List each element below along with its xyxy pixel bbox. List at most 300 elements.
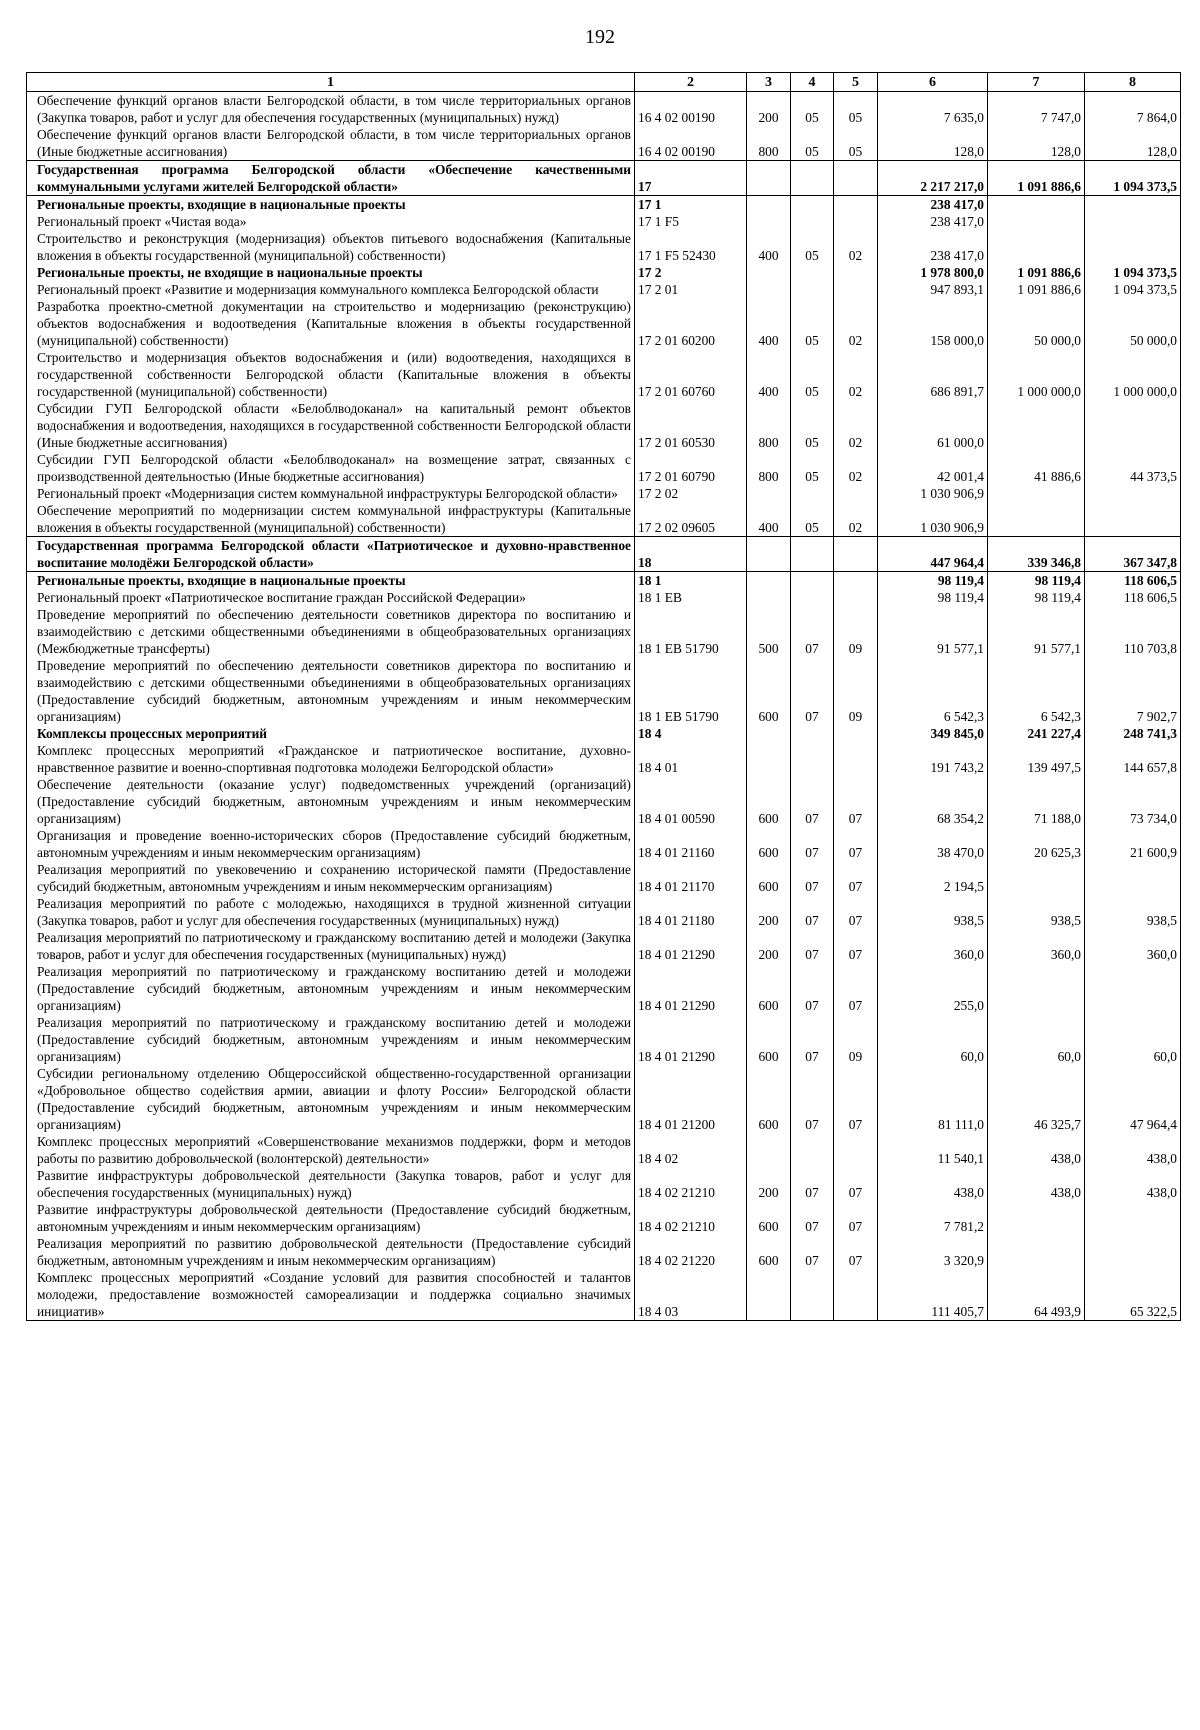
- row-amount-year3-cell: 1 094 373,5: [1085, 281, 1181, 298]
- row-code-cell: 18 4 01 21200: [635, 1065, 747, 1133]
- row-code-cell: 16 4 02 00190: [635, 92, 747, 127]
- row-code-cell: 17 1: [635, 196, 747, 214]
- row-subsection-cell: 09: [834, 606, 878, 657]
- row-name-cell: Развитие инфраструктуры добровольческой деятельности (Предоставление субсидий бюджетным, автономным учреждениям и иным некоммерческим организациям): [27, 1201, 635, 1235]
- row-code-cell: 18 4 02: [635, 1133, 747, 1167]
- row-amount-year1-cell: 158 000,0: [878, 298, 988, 349]
- row-amount-year2-cell: 139 497,5: [988, 742, 1085, 776]
- row-amount-year3-cell: [1085, 400, 1181, 451]
- row-amount-year3-cell: 7 902,7: [1085, 657, 1181, 725]
- row-subsection-cell: 09: [834, 1014, 878, 1065]
- row-name-cell: Региональный проект «Модернизация систем коммунальной инфраструктуры Белгородской области»: [27, 485, 635, 502]
- row-section-cell: 07: [791, 1201, 834, 1235]
- table-row: [27, 349, 1181, 400]
- row-amount-year1-cell: 360,0: [878, 929, 988, 963]
- row-section-cell: [791, 196, 834, 214]
- row-section-cell: 05: [791, 298, 834, 349]
- row-code-cell: 17 1 F5: [635, 213, 747, 230]
- row-amount-year3-cell: 60,0: [1085, 1014, 1181, 1065]
- row-section-cell: 07: [791, 657, 834, 725]
- row-amount-year2-cell: 98 119,4: [988, 589, 1085, 606]
- row-code-cell: 17 2 01 60790: [635, 451, 747, 485]
- row-amount-year3-cell: 118 606,5: [1085, 589, 1181, 606]
- row-amount-year2-cell: 91 577,1: [988, 606, 1085, 657]
- row-section-cell: 07: [791, 827, 834, 861]
- row-subsection-cell: [834, 742, 878, 776]
- table-row: [27, 1235, 1181, 1269]
- row-subsection-cell: 02: [834, 502, 878, 537]
- row-amount-year1-cell: 938,5: [878, 895, 988, 929]
- row-amount-year3-cell: 1 000 000,0: [1085, 349, 1181, 400]
- row-code-cell: 17: [635, 161, 747, 196]
- row-amount-year2-cell: 60,0: [988, 1014, 1085, 1065]
- column-header: 4: [791, 73, 834, 92]
- row-name-cell: Организация и проведение военно-исторических сборов (Предоставление субсидий бюджетным, автономным учреждениям и иным некоммерческим организациям): [27, 827, 635, 861]
- row-code-cell: 18 1 EB 51790: [635, 606, 747, 657]
- row-name-cell: Реализация мероприятий по работе с молодежью, находящихся в трудной жизненной ситуации (Закупка товаров, работ и услуг для обеспечения государственных (муниципальных) нужд): [27, 895, 635, 929]
- row-amount-year2-cell: [988, 196, 1085, 214]
- row-expense-type-cell: 200: [747, 1167, 791, 1201]
- row-amount-year3-cell: 128,0: [1085, 126, 1181, 161]
- column-header: 1: [27, 73, 635, 92]
- row-section-cell: [791, 485, 834, 502]
- row-amount-year1-cell: 81 111,0: [878, 1065, 988, 1133]
- row-code-cell: 18 4 01 21290: [635, 929, 747, 963]
- row-amount-year2-cell: 938,5: [988, 895, 1085, 929]
- row-amount-year3-cell: 1 094 373,5: [1085, 161, 1181, 196]
- table-row: [27, 213, 1181, 230]
- row-section-cell: 05: [791, 92, 834, 127]
- row-amount-year2-cell: 360,0: [988, 929, 1085, 963]
- row-expense-type-cell: 600: [747, 1065, 791, 1133]
- row-amount-year2-cell: [988, 502, 1085, 537]
- table-row: [27, 1065, 1181, 1133]
- table-row: [27, 1269, 1181, 1321]
- row-section-cell: [791, 1133, 834, 1167]
- row-section-cell: 07: [791, 1014, 834, 1065]
- row-amount-year3-cell: [1085, 861, 1181, 895]
- row-amount-year1-cell: 438,0: [878, 1167, 988, 1201]
- row-expense-type-cell: 200: [747, 895, 791, 929]
- row-subsection-cell: [834, 281, 878, 298]
- row-section-cell: 07: [791, 1167, 834, 1201]
- row-amount-year3-cell: 50 000,0: [1085, 298, 1181, 349]
- row-amount-year1-cell: 947 893,1: [878, 281, 988, 298]
- table-row: [27, 264, 1181, 281]
- row-amount-year1-cell: 1 030 906,9: [878, 502, 988, 537]
- row-subsection-cell: 07: [834, 1065, 878, 1133]
- row-amount-year3-cell: [1085, 1201, 1181, 1235]
- table-row: [27, 196, 1181, 214]
- row-amount-year1-cell: 255,0: [878, 963, 988, 1014]
- row-amount-year2-cell: [988, 963, 1085, 1014]
- row-amount-year2-cell: 20 625,3: [988, 827, 1085, 861]
- row-expense-type-cell: [747, 213, 791, 230]
- row-section-cell: [791, 572, 834, 590]
- row-amount-year3-cell: 438,0: [1085, 1133, 1181, 1167]
- row-amount-year1-cell: 7 781,2: [878, 1201, 988, 1235]
- table-row: [27, 502, 1181, 537]
- row-code-cell: 18 1 EB 51790: [635, 657, 747, 725]
- row-name-cell: Региональные проекты, входящие в национальные проекты: [27, 572, 635, 590]
- row-code-cell: 17 2 02: [635, 485, 747, 502]
- row-amount-year3-cell: 938,5: [1085, 895, 1181, 929]
- row-amount-year1-cell: 686 891,7: [878, 349, 988, 400]
- row-section-cell: [791, 213, 834, 230]
- row-amount-year2-cell: 41 886,6: [988, 451, 1085, 485]
- row-expense-type-cell: [747, 1269, 791, 1321]
- row-amount-year2-cell: [988, 400, 1085, 451]
- row-name-cell: Разработка проектно-сметной документации на строительство и модернизацию (реконструкцию) объектов водоснабжения и водоотведения (Капитальные вложения в объекты государственной (муниципальной) собственности): [27, 298, 635, 349]
- row-subsection-cell: 07: [834, 776, 878, 827]
- row-subsection-cell: [834, 725, 878, 742]
- row-expense-type-cell: 600: [747, 1201, 791, 1235]
- row-amount-year3-cell: 438,0: [1085, 1167, 1181, 1201]
- row-code-cell: 18 4 03: [635, 1269, 747, 1321]
- row-expense-type-cell: 400: [747, 298, 791, 349]
- row-amount-year3-cell: 7 864,0: [1085, 92, 1181, 127]
- row-amount-year1-cell: 191 743,2: [878, 742, 988, 776]
- row-code-cell: 17 1 F5 52430: [635, 230, 747, 264]
- row-subsection-cell: 07: [834, 1235, 878, 1269]
- row-expense-type-cell: [747, 196, 791, 214]
- row-code-cell: 18 4 02 21220: [635, 1235, 747, 1269]
- row-amount-year3-cell: [1085, 485, 1181, 502]
- row-code-cell: 18 4 01 21290: [635, 1014, 747, 1065]
- row-amount-year3-cell: 21 600,9: [1085, 827, 1181, 861]
- row-name-cell: Комплекс процессных мероприятий «Создание условий для развития способностей и талантов молодежи, предоставление возможностей самореализации и поддержка социально значимых инициатив»: [27, 1269, 635, 1321]
- row-name-cell: Комплекс процессных мероприятий «Гражданское и патриотическое воспитание, духовно-нравственное развитие и военно-спортивная подготовка молодежи Белгородской области»: [27, 742, 635, 776]
- row-name-cell: Реализация мероприятий по патриотическому и гражданскому воспитанию детей и молодежи (Закупка товаров, работ и услуг для обеспечения государственных (муниципальных) нужд): [27, 929, 635, 963]
- table-row: [27, 827, 1181, 861]
- row-subsection-cell: [834, 264, 878, 281]
- row-amount-year3-cell: [1085, 230, 1181, 264]
- row-name-cell: Субсидии ГУП Белгородской области «Белоблводоканал» на возмещение затрат, связанных с производственной деятельностью (Иные бюджетные ассигнования): [27, 451, 635, 485]
- row-section-cell: 07: [791, 1065, 834, 1133]
- row-section-cell: [791, 1269, 834, 1321]
- table-header-row: [27, 73, 1181, 92]
- row-expense-type-cell: 600: [747, 776, 791, 827]
- row-code-cell: 18 4 01 21290: [635, 963, 747, 1014]
- table-row: [27, 1167, 1181, 1201]
- row-code-cell: 18 4: [635, 725, 747, 742]
- row-section-cell: 07: [791, 861, 834, 895]
- table-row: [27, 963, 1181, 1014]
- row-section-cell: [791, 264, 834, 281]
- row-amount-year1-cell: 91 577,1: [878, 606, 988, 657]
- row-amount-year3-cell: [1085, 196, 1181, 214]
- row-section-cell: 07: [791, 776, 834, 827]
- row-amount-year2-cell: 98 119,4: [988, 572, 1085, 590]
- table-row: [27, 92, 1181, 127]
- row-code-cell: 16 4 02 00190: [635, 126, 747, 161]
- row-amount-year1-cell: 238 417,0: [878, 196, 988, 214]
- row-subsection-cell: [834, 1133, 878, 1167]
- row-subsection-cell: 07: [834, 929, 878, 963]
- row-code-cell: 18 4 02 21210: [635, 1167, 747, 1201]
- row-subsection-cell: 07: [834, 827, 878, 861]
- row-amount-year1-cell: 7 635,0: [878, 92, 988, 127]
- row-expense-type-cell: 800: [747, 451, 791, 485]
- row-amount-year2-cell: 6 542,3: [988, 657, 1085, 725]
- row-code-cell: 17 2 02 09605: [635, 502, 747, 537]
- table-row: [27, 230, 1181, 264]
- table-row: [27, 572, 1181, 590]
- row-amount-year3-cell: 118 606,5: [1085, 572, 1181, 590]
- row-amount-year1-cell: 238 417,0: [878, 213, 988, 230]
- row-subsection-cell: [834, 589, 878, 606]
- row-name-cell: Обеспечение функций органов власти Белгородской области, в том числе территориальных органов (Закупка товаров, работ и услуг для обеспечения государственных (муниципальных) нужд): [27, 92, 635, 127]
- row-code-cell: 17 2 01 60200: [635, 298, 747, 349]
- row-subsection-cell: 05: [834, 126, 878, 161]
- row-subsection-cell: 02: [834, 230, 878, 264]
- row-name-cell: Субсидии региональному отделению Общероссийской общественно-государственной организации «Добровольное общество содействия армии, авиации и флоту России» Белгородской области (Предоставление субсидий бюджетным, автономным учреждениям и иным некоммерческим организациям): [27, 1065, 635, 1133]
- row-amount-year1-cell: 128,0: [878, 126, 988, 161]
- row-name-cell: Обеспечение мероприятий по модернизации систем коммунальной инфраструктуры (Капитальные вложения в объекты государственной (муниципальной) собственности): [27, 502, 635, 537]
- row-expense-type-cell: 600: [747, 1235, 791, 1269]
- row-amount-year1-cell: 42 001,4: [878, 451, 988, 485]
- row-amount-year2-cell: 128,0: [988, 126, 1085, 161]
- table-row: [27, 929, 1181, 963]
- row-expense-type-cell: [747, 281, 791, 298]
- row-amount-year2-cell: 46 325,7: [988, 1065, 1085, 1133]
- table-row: [27, 161, 1181, 196]
- row-name-cell: Субсидии ГУП Белгородской области «Белоблводоканал» на капитальный ремонт объектов водоснабжения и водоотведения, находящихся в государственной собственности Белгородской области (Иные бюджетные ассигнования): [27, 400, 635, 451]
- row-amount-year2-cell: 339 346,8: [988, 537, 1085, 572]
- row-subsection-cell: 02: [834, 400, 878, 451]
- row-subsection-cell: [834, 213, 878, 230]
- row-amount-year3-cell: 360,0: [1085, 929, 1181, 963]
- row-amount-year1-cell: 61 000,0: [878, 400, 988, 451]
- table-row: [27, 657, 1181, 725]
- row-subsection-cell: [834, 572, 878, 590]
- column-header: 6: [878, 73, 988, 92]
- row-subsection-cell: 05: [834, 92, 878, 127]
- column-header: 7: [988, 73, 1085, 92]
- row-section-cell: 07: [791, 963, 834, 1014]
- row-code-cell: 17 2: [635, 264, 747, 281]
- row-amount-year2-cell: [988, 230, 1085, 264]
- row-amount-year3-cell: 248 741,3: [1085, 725, 1181, 742]
- row-code-cell: 17 2 01: [635, 281, 747, 298]
- budget-table: [26, 72, 1181, 1321]
- row-amount-year3-cell: [1085, 213, 1181, 230]
- table-row: [27, 1014, 1181, 1065]
- row-name-cell: Реализация мероприятий по патриотическому и гражданскому воспитанию детей и молодежи (Предоставление субсидий бюджетным, автономным учреждениям и иным некоммерческим организациям): [27, 1014, 635, 1065]
- row-section-cell: 05: [791, 349, 834, 400]
- row-name-cell: Региональный проект «Чистая вода»: [27, 213, 635, 230]
- row-name-cell: Региональные проекты, входящие в национальные проекты: [27, 196, 635, 214]
- row-expense-type-cell: 200: [747, 929, 791, 963]
- row-name-cell: Реализация мероприятий по патриотическому и гражданскому воспитанию детей и молодежи (Предоставление субсидий бюджетным, автономным учреждениям и иным некоммерческим организациям): [27, 963, 635, 1014]
- row-section-cell: 05: [791, 400, 834, 451]
- row-expense-type-cell: [747, 589, 791, 606]
- row-amount-year2-cell: 71 188,0: [988, 776, 1085, 827]
- table-row: [27, 776, 1181, 827]
- row-subsection-cell: [834, 196, 878, 214]
- row-subsection-cell: 07: [834, 1167, 878, 1201]
- row-amount-year2-cell: 1 091 886,6: [988, 161, 1085, 196]
- row-expense-type-cell: [747, 537, 791, 572]
- row-expense-type-cell: [747, 264, 791, 281]
- row-expense-type-cell: 800: [747, 400, 791, 451]
- row-name-cell: Региональные проекты, не входящие в национальные проекты: [27, 264, 635, 281]
- row-amount-year3-cell: [1085, 963, 1181, 1014]
- row-code-cell: 18 4 01 21180: [635, 895, 747, 929]
- row-amount-year3-cell: [1085, 1235, 1181, 1269]
- row-subsection-cell: 02: [834, 349, 878, 400]
- row-amount-year2-cell: 1 091 886,6: [988, 264, 1085, 281]
- row-name-cell: Проведение мероприятий по обеспечению деятельности советников директора по воспитанию и взаимодействию с детскими общественными объединениями в общеобразовательных организациях (Межбюджетные трансферты): [27, 606, 635, 657]
- row-name-cell: Строительство и модернизация объектов водоснабжения и (или) водоотведения, находящихся в государственной собственности Белгородской области (Капитальные вложения в объекты государственной (муниципальной) собственности): [27, 349, 635, 400]
- row-section-cell: [791, 161, 834, 196]
- row-expense-type-cell: 600: [747, 657, 791, 725]
- row-amount-year2-cell: 438,0: [988, 1167, 1085, 1201]
- row-code-cell: 18: [635, 537, 747, 572]
- row-amount-year2-cell: 50 000,0: [988, 298, 1085, 349]
- row-expense-type-cell: 600: [747, 827, 791, 861]
- row-code-cell: 18 4 01 21160: [635, 827, 747, 861]
- table-row: [27, 725, 1181, 742]
- row-amount-year3-cell: 1 094 373,5: [1085, 264, 1181, 281]
- row-subsection-cell: 07: [834, 963, 878, 1014]
- row-expense-type-cell: 600: [747, 1014, 791, 1065]
- row-amount-year2-cell: 7 747,0: [988, 92, 1085, 127]
- row-amount-year3-cell: 110 703,8: [1085, 606, 1181, 657]
- table-row: [27, 400, 1181, 451]
- table-row: [27, 742, 1181, 776]
- row-expense-type-cell: 800: [747, 126, 791, 161]
- row-section-cell: 05: [791, 451, 834, 485]
- row-amount-year1-cell: 38 470,0: [878, 827, 988, 861]
- row-section-cell: 07: [791, 606, 834, 657]
- row-subsection-cell: 02: [834, 298, 878, 349]
- row-name-cell: Региональный проект «Патриотическое воспитание граждан Российской Федерации»: [27, 589, 635, 606]
- table-body: [27, 92, 1181, 1321]
- row-code-cell: 17 2 01 60530: [635, 400, 747, 451]
- row-expense-type-cell: [747, 1133, 791, 1167]
- row-name-cell: Проведение мероприятий по обеспечению деятельности советников директора по воспитанию и взаимодействию с детскими общественными объединениями в общеобразовательных организациях (Предоставление субсидий бюджетным, автономным учреждениям и иным некоммерческим организациям): [27, 657, 635, 725]
- row-amount-year1-cell: 60,0: [878, 1014, 988, 1065]
- row-section-cell: [791, 742, 834, 776]
- row-amount-year2-cell: 1 000 000,0: [988, 349, 1085, 400]
- row-amount-year1-cell: 2 194,5: [878, 861, 988, 895]
- row-expense-type-cell: 600: [747, 963, 791, 1014]
- row-expense-type-cell: 400: [747, 502, 791, 537]
- row-name-cell: Комплексы процессных мероприятий: [27, 725, 635, 742]
- row-name-cell: Строительство и реконструкция (модернизация) объектов питьевого водоснабжения (Капитальные вложения в объекты государственной (муниципальной) собственности): [27, 230, 635, 264]
- row-name-cell: Развитие инфраструктуры добровольческой деятельности (Закупка товаров, работ и услуг для обеспечения государственных (муниципальных) нужд): [27, 1167, 635, 1201]
- row-subsection-cell: 07: [834, 1201, 878, 1235]
- row-amount-year3-cell: 144 657,8: [1085, 742, 1181, 776]
- row-expense-type-cell: 400: [747, 349, 791, 400]
- row-name-cell: Государственная программа Белгородской области «Патриотическое и духовно-нравственное воспитание молодёжи Белгородской области»: [27, 537, 635, 572]
- row-name-cell: Реализация мероприятий по развитию добровольческой деятельности (Предоставление субсидий бюджетным, автономным учреждениям и иным некоммерческим организациям): [27, 1235, 635, 1269]
- row-name-cell: Государственная программа Белгородской области «Обеспечение качественными коммунальными услугами жителей Белгородской области»: [27, 161, 635, 196]
- row-code-cell: 18 1 EB: [635, 589, 747, 606]
- row-expense-type-cell: [747, 485, 791, 502]
- row-section-cell: 07: [791, 895, 834, 929]
- row-section-cell: [791, 725, 834, 742]
- table-row: [27, 281, 1181, 298]
- table-row: [27, 1133, 1181, 1167]
- row-expense-type-cell: 200: [747, 92, 791, 127]
- row-section-cell: [791, 281, 834, 298]
- page-number: 192: [585, 26, 615, 48]
- row-expense-type-cell: [747, 572, 791, 590]
- column-header: 5: [834, 73, 878, 92]
- row-subsection-cell: 02: [834, 451, 878, 485]
- row-section-cell: [791, 589, 834, 606]
- column-header: 2: [635, 73, 747, 92]
- row-amount-year3-cell: 73 734,0: [1085, 776, 1181, 827]
- row-amount-year1-cell: 349 845,0: [878, 725, 988, 742]
- row-code-cell: 18 4 01 21170: [635, 861, 747, 895]
- row-amount-year1-cell: 111 405,7: [878, 1269, 988, 1321]
- row-amount-year2-cell: 1 091 886,6: [988, 281, 1085, 298]
- row-name-cell: Обеспечение функций органов власти Белгородской области, в том числе территориальных органов (Иные бюджетные ассигнования): [27, 126, 635, 161]
- row-code-cell: 18 1: [635, 572, 747, 590]
- row-section-cell: 07: [791, 1235, 834, 1269]
- column-header: 3: [747, 73, 791, 92]
- row-amount-year2-cell: [988, 1235, 1085, 1269]
- row-amount-year2-cell: [988, 861, 1085, 895]
- table-row: [27, 895, 1181, 929]
- row-amount-year1-cell: 68 354,2: [878, 776, 988, 827]
- row-amount-year3-cell: 44 373,5: [1085, 451, 1181, 485]
- row-name-cell: Комплекс процессных мероприятий «Совершенствование механизмов поддержки, форм и методов работы по развитию добровольческой (волонтерской) деятельности»: [27, 1133, 635, 1167]
- row-amount-year3-cell: 65 322,5: [1085, 1269, 1181, 1321]
- row-amount-year1-cell: 3 320,9: [878, 1235, 988, 1269]
- row-amount-year1-cell: 1 978 800,0: [878, 264, 988, 281]
- row-section-cell: 05: [791, 230, 834, 264]
- row-subsection-cell: [834, 485, 878, 502]
- row-amount-year1-cell: 238 417,0: [878, 230, 988, 264]
- row-section-cell: [791, 537, 834, 572]
- row-subsection-cell: [834, 1269, 878, 1321]
- column-header: 8: [1085, 73, 1181, 92]
- row-amount-year3-cell: [1085, 502, 1181, 537]
- row-name-cell: Обеспечение деятельности (оказание услуг) подведомственных учреждений (организаций) (Предоставление субсидий бюджетным, автономным учреждениям и иным некоммерческим организациям): [27, 776, 635, 827]
- table-row: [27, 451, 1181, 485]
- row-amount-year2-cell: 64 493,9: [988, 1269, 1085, 1321]
- row-expense-type-cell: [747, 161, 791, 196]
- table-row: [27, 485, 1181, 502]
- table-row: [27, 861, 1181, 895]
- row-code-cell: 18 4 02 21210: [635, 1201, 747, 1235]
- row-section-cell: 05: [791, 502, 834, 537]
- row-name-cell: Региональный проект «Развитие и модернизация коммунального комплекса Белгородской области: [27, 281, 635, 298]
- row-code-cell: 17 2 01 60760: [635, 349, 747, 400]
- row-amount-year2-cell: [988, 1201, 1085, 1235]
- row-amount-year2-cell: [988, 485, 1085, 502]
- row-amount-year1-cell: 11 540,1: [878, 1133, 988, 1167]
- row-code-cell: 18 4 01 00590: [635, 776, 747, 827]
- table-row: [27, 1201, 1181, 1235]
- table-row: [27, 298, 1181, 349]
- row-subsection-cell: 07: [834, 861, 878, 895]
- row-amount-year3-cell: 47 964,4: [1085, 1065, 1181, 1133]
- row-code-cell: 18 4 01: [635, 742, 747, 776]
- table-row: [27, 537, 1181, 572]
- table-row: [27, 606, 1181, 657]
- row-subsection-cell: [834, 161, 878, 196]
- row-amount-year1-cell: 2 217 217,0: [878, 161, 988, 196]
- row-section-cell: 07: [791, 929, 834, 963]
- row-amount-year1-cell: 1 030 906,9: [878, 485, 988, 502]
- row-amount-year1-cell: 98 119,4: [878, 572, 988, 590]
- row-expense-type-cell: [747, 725, 791, 742]
